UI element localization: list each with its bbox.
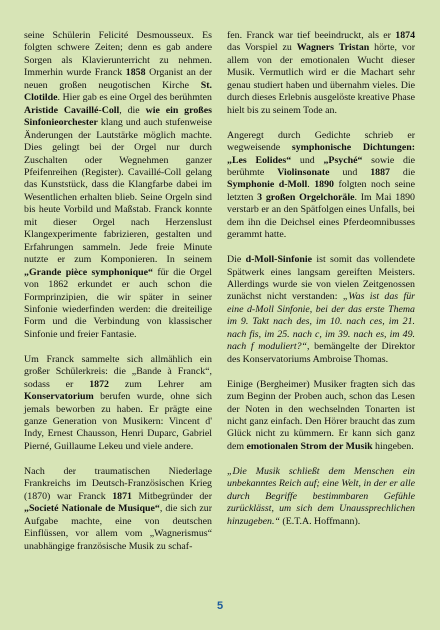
bold-text: 1890 bbox=[314, 179, 334, 191]
text-run: Um Franck sammelte sich allmählich ein großer Schülerkreis: die „Bande à Franck“, sodass er bbox=[24, 353, 212, 390]
paragraph-spacer bbox=[227, 366, 415, 378]
text-run: die bbox=[389, 166, 415, 178]
bold-text: Konservatorium bbox=[24, 391, 94, 403]
paragraph-spacer bbox=[24, 341, 212, 353]
text-run: (E.T.A. Hoffmann). bbox=[279, 515, 361, 527]
text-run: , die bbox=[119, 104, 146, 116]
text-run: seine Schülerin Felicité Desmousseux. Es folgten schwere Zeiten; denn es gab andere Sorgen als Klavierunterricht zu nehmen. Immerhin wurde Franck bbox=[24, 30, 212, 79]
text-run: für die Orgel von 1862 erkundet er auch schon die Formprinzipien, die wir später in seiner Sinfonie wiederfinden werden: die dreiteilige Form und die Verbindung von klassischer Sinfonie und freier Fantasie. bbox=[24, 266, 212, 340]
paragraph bbox=[227, 379, 415, 454]
text-run: Angeregt durch Gedichte schrieb er wegweisende bbox=[227, 129, 415, 154]
bold-text: wie ein großes Sinfonieorchester bbox=[24, 104, 212, 129]
text-run: sowie die berühmte bbox=[227, 154, 416, 178]
bold-text: emotionalen Strom der Musik bbox=[246, 440, 373, 452]
text-run: . Im Mai 1890 verstarb er an den Spätfolgen eines Unfalls, bei dem ihn die Deichsel eines Pferdeomnibusses gerammt hatte. bbox=[227, 191, 415, 241]
text-run: zum Lehrer am bbox=[108, 378, 212, 390]
text-run: hörte, vor allem von der emotionalen Wucht dieser Musik. Vermutlich wird er die Machart sehr genau studiert haben und übernahm vieles. Die durch dieses Erlebnis ausgelöste kreative Phase hielt bis zu seinem Tode an. bbox=[227, 42, 415, 116]
right-text-column bbox=[227, 30, 415, 528]
text-run: berufen wurde, ohne sich jemals beworben zu haben. Er prägte eine ganze Generation von Musikern: Vincent d' Indy, Ernest Chausson, Henri Duparc, Gabriel Pierné, Guillaume Lekeu und viele andere. bbox=[24, 391, 212, 452]
page-number: 5 bbox=[216, 600, 224, 612]
text-run: das Vorspiel zu bbox=[227, 42, 297, 54]
text-run: und bbox=[329, 166, 371, 178]
bold-text: Wagners Tristan bbox=[296, 42, 370, 54]
bold-text: 1872 bbox=[89, 378, 109, 390]
text-run: klang und auch stufenweise Änderungen der Lautstärke möglich machte. Dies gelingt bei der Orgel nur durch Zuschalten oder Wegnehmen ganzer Pfeifenreihen (Register). Cavaillé-Coll gelang das Kunststück, dass die Klangfarbe dabei im Wesentlichen erhalten blieb. Seine Orgeln sind bis heute Vorbild und Maßstab. Franck konnte mit dieser Orgel nach Herzenslust Klangexperimente fabrizieren, gestalten und Erfahrungen sammeln. Jede freie Minute nutzte er zum Komponieren. In seinem bbox=[24, 117, 212, 266]
paragraph bbox=[227, 130, 415, 242]
bold-text: „Psyché“ bbox=[323, 154, 363, 166]
quote-text: „Die Musik schließt dem Menschen ein unbekanntes Reich auf; eine Welt, in der er alle durch Begriffe bestimmbaren Gefühle zurücklässt, um sich dem Unaussprechlichen hinzugeben.“ bbox=[227, 465, 415, 527]
bold-text: „Societé Nationale de Musique“ bbox=[24, 503, 160, 515]
text-run: Mitbegründer der bbox=[131, 490, 212, 502]
text-run: Organist an der neuen großen neugotischen Kirche bbox=[24, 67, 212, 91]
text-run: . Hier gab es eine Orgel des berühmten bbox=[57, 92, 212, 104]
text-run: folgten noch seine letzten bbox=[227, 179, 415, 203]
bold-text: „Grande pièce symphonique“ bbox=[24, 266, 153, 278]
text-run: Einige (Bergheimer) Musiker fragten sich das zum Beginn der Proben auch, schon das Lesen der Noten in den wechselnden Tonarten ist nicht ganz einfach. Den Hörer braucht das zum Glück nicht zu kümmern. Er kann sich ganz dem bbox=[227, 378, 415, 452]
paragraph-spacer bbox=[227, 117, 415, 129]
quote-text: „Was ist das für eine d-Moll Sinfonie, bei der das erste Thema im 9. Takt nach des, im 10. nach ces, im 21. nach fis, im 25. nach c, im 39. nach es, im 49. nach f moduliert?“ bbox=[227, 291, 415, 353]
bold-text: Aristide Cavaillé-Coll bbox=[24, 104, 120, 116]
text-run: Nach der traumatischen Niederlage Frankreichs im Deutsch-Französischen Krieg (1870) war Franck bbox=[24, 465, 212, 502]
paragraph bbox=[24, 466, 212, 553]
paragraph bbox=[24, 354, 212, 454]
paragraph-spacer bbox=[227, 242, 415, 254]
left-text-column bbox=[24, 30, 212, 553]
text-run: , die sich zur Aufgabe machte, eine von deutschen Einflüssen, vor allem vom „Wagnerismus“ unabhängige französische Musik zu schaf- bbox=[24, 503, 212, 552]
bold-text: d-Moll-Sinfonie bbox=[245, 254, 313, 266]
paragraph bbox=[227, 254, 415, 366]
bold-text: 1887 bbox=[370, 166, 390, 178]
paragraph bbox=[227, 30, 415, 117]
bold-text: 1871 bbox=[112, 490, 132, 502]
bold-text: symphonische Dichtungen: „Les Eolides“ bbox=[227, 142, 415, 166]
paragraph-spacer bbox=[24, 453, 212, 465]
bold-text: 1858 bbox=[125, 67, 146, 79]
text-run: , bemängelte der Direktor des Konservatoriums Ambroise Thomas. bbox=[227, 341, 415, 365]
bold-text: 1874 bbox=[395, 30, 415, 41]
paragraph bbox=[227, 466, 415, 528]
bold-text: 3 großen Orgelchoräle bbox=[257, 191, 355, 203]
bold-text: Violinsonate bbox=[277, 166, 330, 178]
text-run: Die bbox=[227, 254, 246, 266]
text-run: ist somit das vollendete Spätwerk eines langsam gereiften Meisters. Allerdings wurde sie von vielen Zeitgenossen zunächst nicht verstanden: bbox=[227, 254, 416, 303]
paragraph-spacer bbox=[227, 453, 415, 465]
text-run: und bbox=[291, 154, 324, 166]
bold-text: Symphonie d-Moll bbox=[227, 179, 308, 191]
text-run: hingeben. bbox=[372, 440, 414, 452]
paragraph bbox=[24, 30, 212, 341]
bold-text: St. Clotilde bbox=[24, 79, 212, 104]
text-run: . bbox=[307, 179, 315, 191]
text-run: fen. Franck war tief beeindruckt, als er bbox=[227, 30, 396, 41]
